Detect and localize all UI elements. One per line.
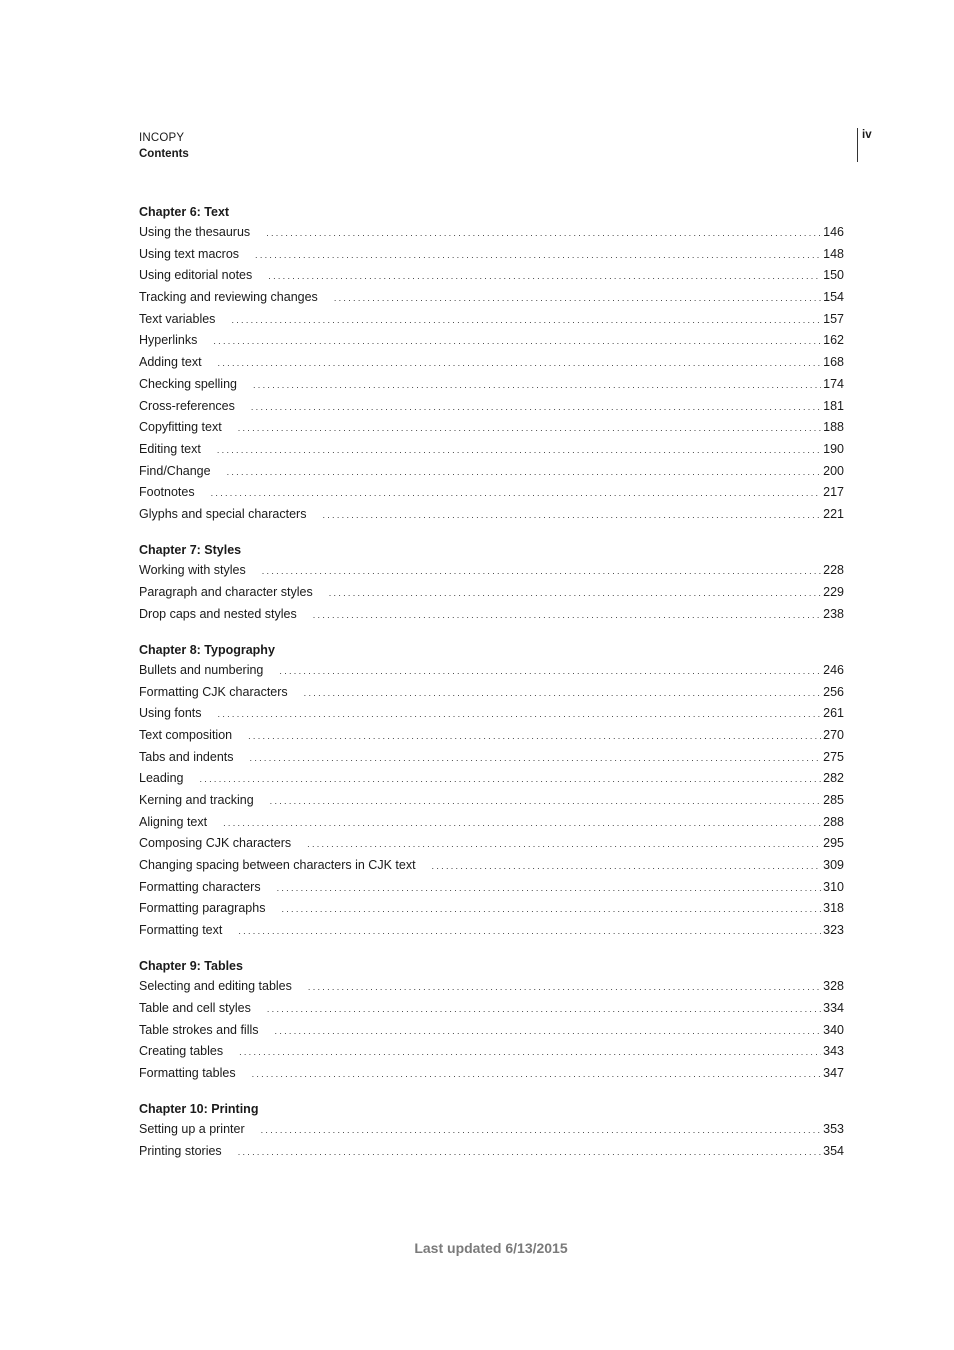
- toc-entry-page[interactable]: 343: [823, 1044, 844, 1059]
- toc-entry-page[interactable]: 200: [823, 463, 844, 478]
- toc-entry[interactable]: [139, 417, 844, 439]
- toc-entry-title[interactable]: Bullets and numbering: [139, 662, 264, 677]
- toc-entry[interactable]: [139, 1063, 844, 1085]
- toc-entry[interactable]: [139, 1020, 844, 1042]
- toc-entry-page[interactable]: 154: [823, 290, 844, 305]
- dot-leader: [261, 1120, 822, 1142]
- toc-entry-page[interactable]: 246: [823, 662, 844, 677]
- dot-leader: [279, 661, 821, 683]
- toc-entry-page[interactable]: 174: [823, 376, 844, 391]
- dot-leader: [432, 856, 822, 878]
- chapter-title[interactable]: Chapter 9: Tables: [139, 959, 243, 974]
- toc-entry-page[interactable]: 157: [823, 311, 844, 326]
- dot-leader: [334, 288, 821, 310]
- chapter-title[interactable]: Chapter 10: Printing: [139, 1102, 259, 1117]
- toc-entry-title[interactable]: Hyperlinks: [139, 333, 198, 348]
- toc-entry[interactable]: [139, 976, 844, 998]
- toc-entry[interactable]: [139, 725, 844, 747]
- toc-chapter: [139, 540, 844, 625]
- toc-entry-page[interactable]: 309: [823, 858, 844, 873]
- toc-entry-title[interactable]: Creating tables: [139, 1044, 224, 1059]
- toc-entry-title[interactable]: Drop caps and nested styles: [139, 606, 297, 621]
- toc-entry[interactable]: [139, 682, 844, 704]
- toc-chapter: [139, 956, 844, 1084]
- toc-entry[interactable]: [139, 1119, 844, 1141]
- toc-entry-title[interactable]: Composing CJK characters: [139, 836, 292, 851]
- toc-entry[interactable]: [139, 582, 844, 604]
- toc-chapter: [139, 202, 844, 526]
- toc-entry-title[interactable]: Leading: [139, 771, 184, 786]
- toc-entry-page[interactable]: 282: [823, 771, 844, 786]
- toc-entry-title[interactable]: Formatting paragraphs: [139, 901, 266, 916]
- toc-entry-page[interactable]: 150: [823, 268, 844, 283]
- toc-entry-title[interactable]: Text variables: [139, 311, 216, 326]
- dot-leader: [218, 704, 822, 726]
- toc-entry-title[interactable]: Kerning and tracking: [139, 793, 254, 807]
- toc-entry[interactable]: [139, 287, 844, 309]
- dot-leader: [270, 791, 821, 813]
- toc-entry-page[interactable]: 229: [823, 584, 844, 599]
- toc-entry-title[interactable]: Formatting CJK characters: [139, 684, 288, 699]
- toc-entry[interactable]: [139, 604, 844, 626]
- toc-entry-page[interactable]: 275: [823, 749, 844, 764]
- dot-leader: [200, 769, 822, 791]
- toc-entry-page[interactable]: 162: [823, 333, 844, 348]
- toc-entry[interactable]: [139, 309, 844, 331]
- toc-entry-title[interactable]: Find/Change: [139, 463, 211, 478]
- toc-entry-page[interactable]: 217: [823, 485, 844, 500]
- dot-leader: [304, 683, 821, 705]
- chapter-title[interactable]: Chapter 7: Styles: [139, 543, 242, 558]
- dot-leader: [255, 245, 821, 267]
- toc-entry-title[interactable]: Cross-references: [139, 398, 235, 413]
- toc-entry[interactable]: [139, 265, 844, 287]
- toc-entry[interactable]: [139, 855, 844, 877]
- toc-entry-title[interactable]: Table strokes and fills: [139, 1022, 259, 1037]
- dot-leader: [213, 331, 821, 353]
- toc-entry-page[interactable]: 148: [823, 246, 844, 261]
- dot-leader: [266, 223, 821, 245]
- page-number: iv: [862, 129, 872, 141]
- dot-leader: [231, 310, 821, 332]
- toc-entry-title[interactable]: Formatting tables: [139, 1066, 236, 1081]
- toc-entry-title[interactable]: Aligning text: [139, 814, 208, 829]
- dot-leader: [313, 605, 821, 627]
- toc-entry-page[interactable]: 295: [823, 836, 844, 851]
- dot-leader: [239, 1042, 821, 1064]
- toc-entry-title[interactable]: Using editorial notes: [139, 268, 253, 283]
- toc-entry-title[interactable]: Text composition: [139, 727, 233, 742]
- toc-entry[interactable]: [139, 812, 844, 834]
- toc-entry-page[interactable]: 340: [823, 1022, 844, 1037]
- dot-leader: [252, 1064, 822, 1086]
- toc-entry-title[interactable]: Checking spelling: [139, 376, 237, 391]
- toc-entry[interactable]: [139, 660, 844, 682]
- toc-entry-title[interactable]: Tracking and reviewing changes: [139, 290, 318, 305]
- dot-leader: [262, 561, 821, 583]
- toc-entry-title[interactable]: Editing text: [139, 441, 201, 456]
- footer-last-updated: Last updated 6/13/2015: [414, 1240, 568, 1256]
- dot-leader: [217, 440, 821, 462]
- toc-entry[interactable]: [139, 374, 844, 396]
- toc-chapter: [139, 640, 844, 942]
- toc-entry-title[interactable]: Working with styles: [139, 563, 246, 578]
- toc-entry-page[interactable]: 221: [823, 506, 844, 521]
- toc-entry[interactable]: [139, 244, 844, 266]
- toc-entry-title[interactable]: Selecting and editing tables: [139, 979, 292, 994]
- toc-entry-page[interactable]: 228: [823, 563, 844, 578]
- toc-entry-title[interactable]: Copyfitting text: [139, 420, 222, 435]
- toc-entry[interactable]: [139, 560, 844, 582]
- dot-leader: [223, 813, 821, 835]
- toc-entry-page[interactable]: 347: [823, 1066, 844, 1081]
- section-name: Contents: [139, 148, 189, 160]
- toc-entry[interactable]: [139, 330, 844, 352]
- dot-leader: [308, 977, 821, 999]
- toc-entry-title[interactable]: Tabs and indents: [139, 749, 234, 764]
- toc-entry-page[interactable]: 238: [823, 606, 844, 621]
- dot-leader: [281, 899, 821, 921]
- dot-leader: [248, 726, 821, 748]
- toc-entry[interactable]: [139, 998, 844, 1020]
- toc-entry-page[interactable]: 328: [823, 979, 844, 994]
- dot-leader: [238, 418, 821, 440]
- toc-entry[interactable]: [139, 1141, 844, 1163]
- toc-entry[interactable]: [139, 833, 844, 855]
- toc-entry[interactable]: [139, 768, 844, 790]
- toc-entry-page[interactable]: 188: [823, 420, 844, 435]
- toc-entry[interactable]: [139, 461, 844, 483]
- dot-leader: [253, 375, 821, 397]
- toc-entry-page[interactable]: 261: [823, 706, 844, 721]
- dot-leader: [275, 1021, 822, 1043]
- dot-leader: [307, 834, 821, 856]
- toc-entry[interactable]: [139, 920, 844, 942]
- toc-entry[interactable]: [139, 790, 844, 812]
- toc-chapter: [139, 1099, 844, 1162]
- toc-entry-title[interactable]: Table and cell styles: [139, 1001, 251, 1016]
- toc-entry-title[interactable]: Adding text: [139, 355, 202, 370]
- toc-entry-page[interactable]: 353: [823, 1122, 844, 1137]
- toc-entry-page[interactable]: 334: [823, 1001, 844, 1016]
- dot-leader: [238, 1142, 821, 1164]
- dot-leader: [268, 266, 821, 288]
- dot-leader: [322, 505, 821, 527]
- running-header: [139, 130, 189, 162]
- dot-leader: [218, 353, 822, 375]
- toc-entry[interactable]: [139, 703, 844, 725]
- toc-entry-page[interactable]: 270: [823, 727, 844, 742]
- dot-leader: [277, 878, 822, 900]
- toc-entry[interactable]: [139, 747, 844, 769]
- header-rule: [857, 128, 858, 162]
- toc-entry-title[interactable]: Paragraph and character styles: [139, 584, 313, 599]
- toc-entry-page[interactable]: 256: [823, 684, 844, 699]
- toc-entry-title[interactable]: Formatting text: [139, 923, 223, 938]
- toc-entry-page[interactable]: 310: [823, 879, 844, 894]
- toc-entry[interactable]: [139, 396, 844, 418]
- toc-entry[interactable]: [139, 898, 844, 920]
- chapter-title[interactable]: Chapter 8: Typography: [139, 642, 275, 657]
- dot-leader: [238, 921, 821, 943]
- dot-leader: [250, 748, 822, 770]
- toc-entry-title[interactable]: Glyphs and special characters: [139, 506, 307, 521]
- dot-leader: [251, 397, 821, 419]
- toc-entry[interactable]: [139, 439, 844, 461]
- toc-entry[interactable]: [139, 877, 844, 899]
- toc-entry-title[interactable]: Changing spacing between characters in CJK text: [139, 858, 416, 873]
- toc-entry-title[interactable]: Footnotes: [139, 485, 195, 500]
- product-name: INCOPY: [139, 132, 185, 144]
- table-of-contents: [139, 202, 844, 1177]
- chapter-title[interactable]: Chapter 6: Text: [139, 205, 230, 219]
- toc-entry-page[interactable]: 146: [823, 225, 844, 239]
- toc-entry[interactable]: [139, 482, 844, 504]
- toc-entry[interactable]: [139, 222, 844, 244]
- toc-entry-title[interactable]: Using the thesaurus: [139, 225, 251, 239]
- toc-entry[interactable]: [139, 352, 844, 374]
- toc-entry-page[interactable]: 168: [823, 355, 844, 370]
- toc-entry-page[interactable]: 323: [823, 923, 844, 938]
- dot-leader: [329, 583, 821, 605]
- dot-leader: [211, 483, 822, 505]
- toc-entry-page[interactable]: 190: [823, 441, 844, 456]
- toc-entry-page[interactable]: 285: [823, 793, 844, 807]
- dot-leader: [227, 462, 822, 484]
- toc-entry-title[interactable]: Printing stories: [139, 1144, 222, 1159]
- toc-entry-title[interactable]: Setting up a printer: [139, 1122, 245, 1137]
- toc-entry-page[interactable]: 318: [823, 901, 844, 916]
- toc-entry-title[interactable]: Formatting characters: [139, 879, 261, 894]
- toc-entry-title[interactable]: Using fonts: [139, 706, 202, 721]
- dot-leader: [267, 999, 821, 1021]
- toc-entry-page[interactable]: 181: [823, 398, 844, 413]
- toc-entry[interactable]: [139, 1041, 844, 1063]
- toc-entry[interactable]: [139, 504, 844, 526]
- toc-entry-title[interactable]: Using text macros: [139, 246, 240, 261]
- toc-entry-page[interactable]: 288: [823, 814, 844, 829]
- toc-entry-page[interactable]: 354: [823, 1144, 844, 1159]
